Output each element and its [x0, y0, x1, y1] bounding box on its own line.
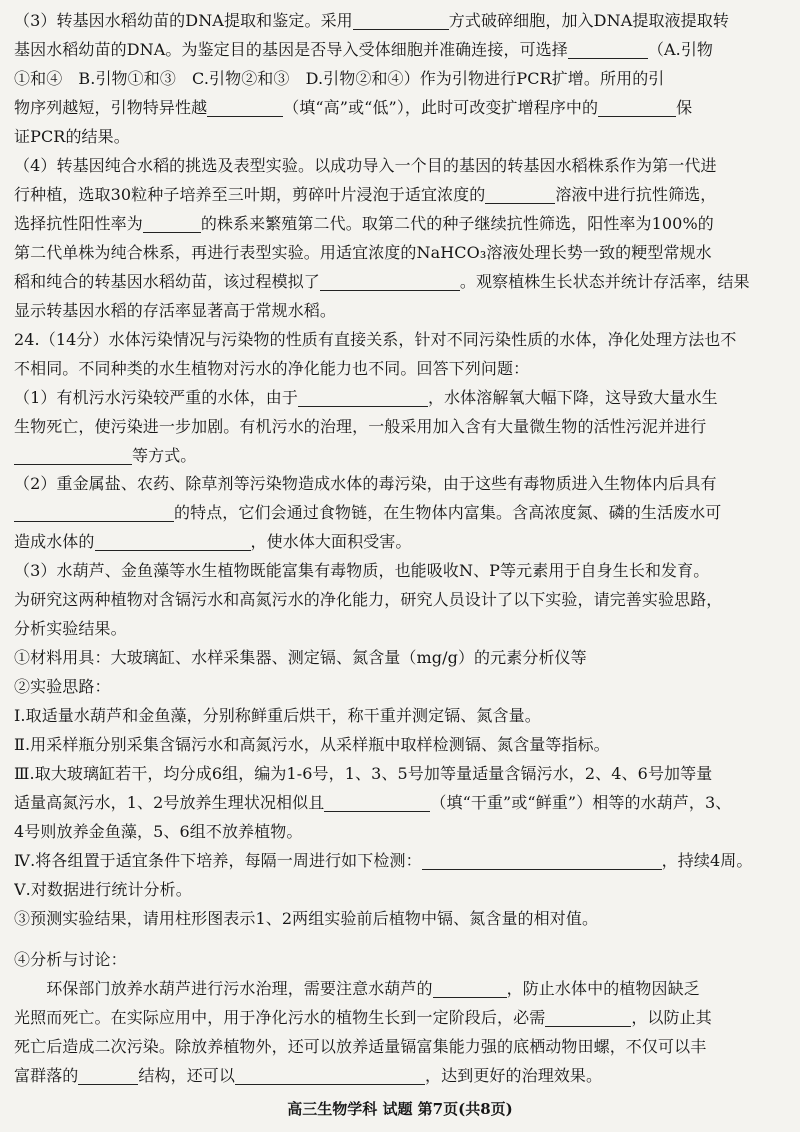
text-line: ①和④ B.引物①和③ C.引物②和③ D.引物②和④）作为引物进行PCR扩增。所用的引: [14, 69, 665, 88]
text-line: ③预测实验结果，请用柱形图表示1、2两组实验前后植物中镉、氮含量的相对值。: [14, 909, 599, 928]
text-line: ②实验思路：: [14, 677, 111, 696]
answer-blank[interactable]: [78, 1067, 138, 1085]
text-line: ④分析与讨论：: [14, 950, 127, 969]
step-4: Ⅳ.将各组置于适宜条件下培养，每隔一周进行如下检测： ，持续4周。: [14, 851, 753, 870]
text-line: 行种植，选取30粒种子培养至三叶期，剪碎叶片浸泡于适宜浓度的 溶液中进行抗性筛选，: [14, 185, 717, 204]
step-5: Ⅴ.对数据进行统计分析。: [14, 880, 192, 899]
text-line: 显示转基因水稻的存活率显著高于常规水稻。: [14, 301, 337, 320]
question-23-part4: [14, 151, 786, 325]
answer-blank[interactable]: [568, 41, 648, 59]
text-line: （3）水葫芦、金鱼藻等水生植物既能富集有毒物质，也能吸收N、P等元素用于自身生长和发育。: [14, 561, 710, 580]
text-line: 4号则放养金鱼藻，5、6组不放养植物。: [14, 822, 303, 841]
text-line: 基因水稻幼苗的DNA。为鉴定目的基因是否导入受体细胞并准确连接，可选择 （A.引物: [14, 40, 714, 59]
text-line: 证PCR的结果。: [14, 127, 130, 146]
text-line: 环保部门放养水葫芦进行污水治理，需要注意水葫芦的 ，防止水体中的植物因缺乏: [14, 979, 700, 998]
answer-blank[interactable]: [207, 99, 283, 117]
text-line: 选择抗性阳性率为 的株系来繁殖第二代。取第二代的种子继续抗性筛选，阳性率为100%的: [14, 214, 714, 233]
answer-blank[interactable]: [298, 389, 428, 407]
question-24-intro: [14, 325, 786, 383]
answer-blank[interactable]: [14, 504, 174, 522]
step-2: Ⅱ.用采样瓶分别采集含镉污水和高氮污水，从采样瓶中取样检测镉、氮含量等指标。: [14, 735, 610, 754]
answer-blank[interactable]: [433, 980, 507, 998]
answer-blank[interactable]: [422, 852, 662, 870]
text-line: 等方式。: [14, 441, 786, 470]
text-line: 分析实验结果。: [14, 619, 127, 638]
text-line: （2）重金属盐、农药、除草剂等污染物造成水体的毒污染，由于这些有毒物质进入生物体内后具有: [14, 474, 717, 493]
text-line: 光照而死亡。在实际应用中，用于净化污水的植物生长到一定阶段后，必需 ，以防止其: [14, 1008, 712, 1027]
text-line: 的特点，它们会通过食物链，在生物体内富集。含高浓度氮、磷的生活废水可: [14, 498, 786, 527]
materials-line: ①材料用具：大玻璃缸、水样采集器、测定镉、氮含量（mg/g）的元素分析仪等: [14, 648, 587, 667]
text-line: 造成水体的 ，使水体大面积受害。: [14, 532, 412, 551]
answer-blank[interactable]: [324, 794, 430, 812]
answer-blank[interactable]: [143, 215, 201, 233]
answer-blank[interactable]: [14, 447, 132, 465]
step-1: Ⅰ.取适量水葫芦和金鱼藻，分别称鲜重后烘干，称干重并测定镉、氮含量。: [14, 706, 541, 725]
text-line: 第二代单株为纯合株系，再进行表型实验。用适宜浓度的NaHCO₃溶液处理长势一致的粳型常规水: [14, 243, 712, 262]
text-line: （4）转基因纯合水稻的挑选及表型实验。以成功导入一个目的基因的转基因水稻株系作为第一代进: [14, 156, 717, 175]
question-24-part3: [14, 556, 786, 933]
text-line: 生物死亡，使污染进一步加剧。有机污水的治理，一般采用加入含有大量微生物的活性污泥并进行: [14, 417, 707, 436]
answer-blank[interactable]: [545, 1009, 631, 1027]
text-line: 适量高氮污水，1、2号放养生理状况相似且 （填“干重”或“鲜重”）相等的水葫芦，3、: [14, 793, 732, 812]
question-24-part1: [14, 383, 786, 470]
text-line: 不相同。不同种类的水生植物对污水的净化能力也不同。回答下列问题：: [14, 359, 530, 378]
text-line: （3）转基因水稻幼苗的DNA提取和鉴定。采用 方式破碎细胞，加入DNA提取液提取转: [14, 11, 729, 30]
step-3: Ⅲ.取大玻璃缸若干，均分成6组，编为1-6号，1、3、5号加等量适量含镉污水，2、4、6号加等量: [14, 764, 713, 783]
answer-blank[interactable]: [320, 273, 460, 291]
answer-blank[interactable]: [353, 12, 449, 30]
text-line: 物序列越短，引物特异性越 （填“高”或“低”），此时可改变扩增程序中的 保: [14, 98, 693, 117]
analysis-discussion: [14, 945, 786, 1090]
answer-blank[interactable]: [485, 186, 555, 204]
text-line: （1）有机污水污染较严重的水体，由于 ，水体溶解氧大幅下降，这导致大量水生: [14, 388, 718, 407]
text-line: 稻和纯合的转基因水稻幼苗，该过程模拟了 。观察植株生长状态并统计存活率，结果: [14, 272, 750, 291]
question-23-part3: [14, 6, 786, 151]
answer-blank[interactable]: [95, 533, 251, 551]
answer-blank[interactable]: [598, 99, 676, 117]
question-24-part2: [14, 469, 786, 556]
text-line: 为研究这两种植物对含镉污水和高氮污水的净化能力，研究人员设计了以下实验，请完善实验思路，: [14, 590, 723, 609]
answer-blank[interactable]: [235, 1067, 425, 1085]
page-footer: 高三生物学科 试题 第7页(共8页): [287, 1100, 513, 1118]
text-line: 24.（14分）水体污染情况与污染物的性质有直接关系，针对不同污染性质的水体，净化处理方法也不: [14, 330, 737, 349]
text-line: 富群落的 结构，还可以 ，达到更好的治理效果。: [14, 1066, 603, 1085]
text-line: 死亡后造成二次污染。除放养植物外，还可以放养适量镉富集能力强的底栖动物田螺，不仅可以丰: [14, 1037, 707, 1056]
